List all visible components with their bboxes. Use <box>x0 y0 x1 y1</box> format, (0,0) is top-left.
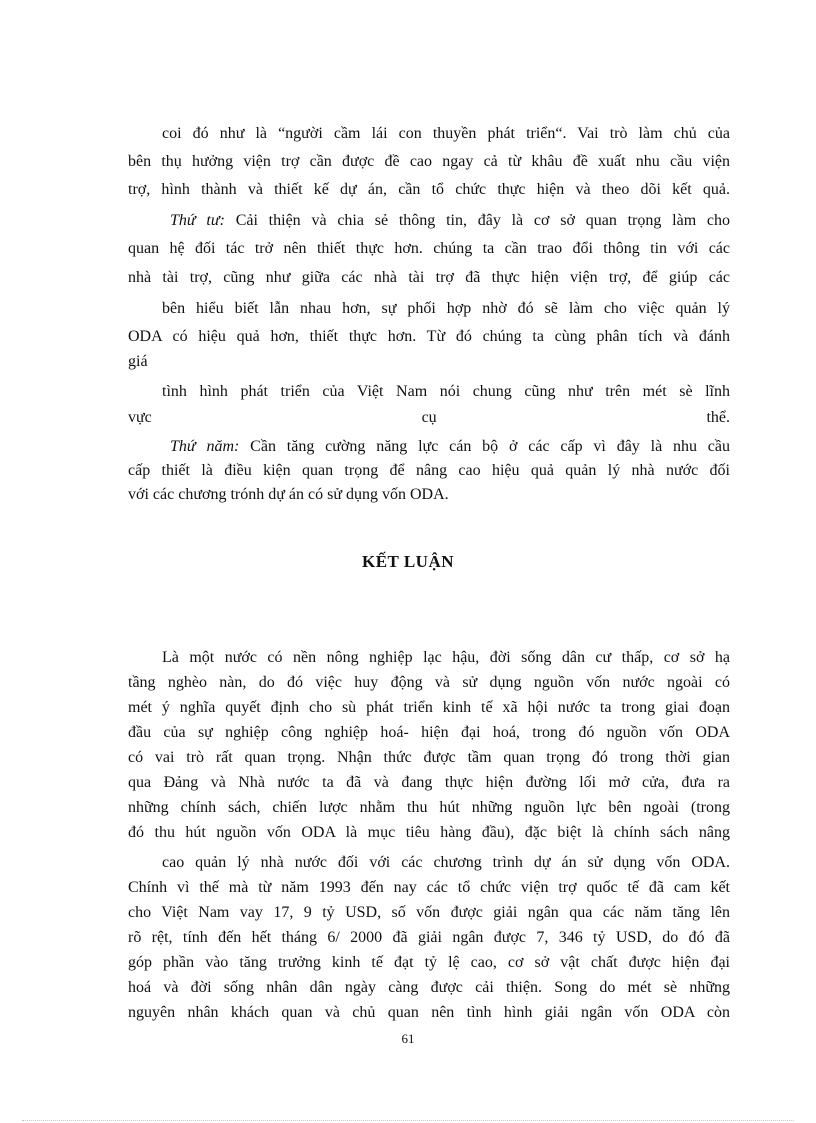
item-label-thu-tu: Thứ tư: <box>170 212 225 229</box>
text-line: tình hình phát triển của Việt Nam nói chung cũng như trên mét sè lĩnh <box>162 383 730 400</box>
text-line: coi đó như là “người cầm lái con thuyền phát triển“. Vai trò làm chủ của <box>162 125 730 142</box>
text-line: hoá và đời sống nhân dân ngày càng được cải thiện. Song do mét sè những <box>128 979 730 996</box>
text-line: cao quản lý nhà nước đối với các chương trình dự án sử dụng vốn ODA. <box>162 854 730 871</box>
text-line: ODA có hiệu quả hơn, thiết thực hơn. Từ đó chúng ta cùng phân tích và đánh <box>128 328 730 345</box>
text-line: đó thu hút nguồn vốn ODA là mục tiêu hàng đầu), đặc biệt là chính sách nâng <box>128 824 730 841</box>
text-line: những chính sách, chiến lược nhằm thu hút những nguồn lực bên ngoài (trong <box>128 799 730 816</box>
item-label-thu-nam: Thứ năm: <box>170 438 240 455</box>
text-line: bên thụ hưởng viện trợ cần được đề cao ngay cả từ khâu đề xuất nhu cầu viện <box>128 153 730 170</box>
text-line: góp phần vào tăng trưởng kinh tế đạt tỷ lệ cao, cơ sở vật chất được hiện đại <box>128 954 730 971</box>
text-line: vực cụ thể. <box>128 409 730 426</box>
text-line: cấp thiết là điều kiện quan trọng để nâng cao hiệu quả quản lý nhà nước đối <box>128 462 730 479</box>
text-span: Cần tăng cường năng lực cán bộ ở các cấp vì đây là nhu cầu <box>250 438 731 455</box>
text-line: với các chương trónh dự án có sử dụng vốn ODA. <box>128 486 449 503</box>
text-line <box>170 437 730 457</box>
text-line: bên hiểu biết lẫn nhau hơn, sự phối hợp nhờ đó sẽ làm cho việc quản lý <box>162 300 730 317</box>
text-line: nhà tài trợ, cũng như giữa các nhà tài trợ đã thực hiện viện trợ, để giúp các <box>128 269 730 286</box>
text-line: có vai trò rất quan trọng. Nhận thức được tầm quan trọng đó trong thời gian <box>128 749 730 766</box>
text-line: tầng nghèo nàn, do đó việc huy động và sử dụng nguồn vốn nước ngoài có <box>128 674 730 691</box>
text-line <box>170 211 730 231</box>
text-line: đầu của sự nghiệp công nghiệp hoá- hiện đại hoá, trong đó nguồn vốn ODA <box>128 724 730 741</box>
page-number: 61 <box>401 1031 415 1046</box>
text-line: nguyên nhân khách quan và chủ quan nên tình hình giải ngân vốn ODA còn <box>128 1004 730 1021</box>
text-line: rõ rệt, tính đến hết tháng 6/ 2000 đã giải ngân được 7, 346 tỷ USD, do đó đã <box>128 929 730 946</box>
section-heading: KẾT LUẬN <box>361 552 454 571</box>
text-line: qua Đảng và Nhà nước ta đã và đang thực hiện đường lối mở cửa, đưa ra <box>128 774 730 791</box>
text-line: quan hệ đối tác trở nên thiết thực hơn. chúng ta cần trao đổi thông tin với các <box>128 240 730 257</box>
text-line: Là một nước có nền nông nghiệp lạc hậu, đời sống dân cư thấp, cơ sở hạ <box>162 649 730 666</box>
text-line: trợ, hình thành và thiết kế dự án, cần tổ chức thực hiện và theo dõi kết quả. <box>128 181 730 198</box>
text-line: Chính vì thế mà từ năm 1993 đến nay các tổ chức viện trợ quốc tế đã cam kết <box>128 879 730 896</box>
page-bottom-divider <box>22 1120 794 1121</box>
text-line: giá <box>128 353 148 370</box>
text-line: cho Việt Nam vay 17, 9 tỷ USD, số vốn được giải ngân qua các năm tăng lên <box>128 904 730 921</box>
text-span: Cải thiện và chia sẻ thông tin, đây là cơ sở quan trọng làm cho <box>235 212 731 229</box>
text-line: mét ý nghĩa quyết định cho sù phát triển kinh tế xã hội nước ta trong giai đoạn <box>128 699 730 716</box>
